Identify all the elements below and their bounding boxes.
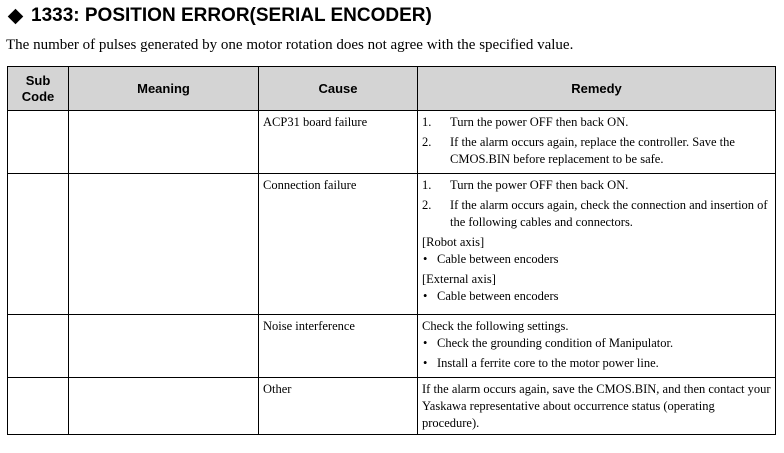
cell-meaning	[69, 378, 259, 435]
bullet-item	[422, 251, 771, 268]
step-text: Turn the power OFF then back ON.	[450, 178, 629, 192]
header-remedy: Remedy	[418, 67, 776, 111]
table-row	[8, 174, 776, 315]
bullet-text: Cable between encoders	[437, 252, 559, 266]
bullet-icon: •	[423, 336, 428, 350]
bullet-text: Install a ferrite core to the motor power line.	[437, 356, 659, 370]
header-sub-code-line2: Code	[21, 88, 55, 104]
cell-remedy	[418, 111, 776, 174]
cell-meaning	[69, 111, 259, 174]
alarm-description: The number of pulses generated by one motor rotation does not agree with the specified value.	[6, 37, 574, 53]
cell-sub-code	[8, 174, 69, 315]
page-title	[6, 3, 432, 29]
alarm-table	[7, 66, 776, 435]
step-text: Turn the power OFF then back ON.	[450, 115, 629, 129]
cell-cause: Noise interference	[259, 315, 418, 378]
bullet-text: Check the grounding condition of Manipulator.	[437, 336, 674, 350]
remedy-step	[422, 134, 771, 168]
bullet-item	[422, 355, 771, 372]
diamond-bullet-icon	[8, 8, 24, 24]
remedy-step	[422, 177, 771, 194]
table-header-row	[8, 67, 776, 111]
remedy-step	[422, 114, 771, 131]
header-sub-code-line1: Sub	[25, 72, 51, 88]
cell-cause: Connection failure	[259, 174, 418, 315]
cell-cause: ACP31 board failure	[259, 111, 418, 174]
table-row	[8, 111, 776, 174]
group-heading-external-axis: [External axis]	[422, 272, 496, 286]
bullet-item	[422, 335, 771, 352]
remedy-step	[422, 197, 771, 231]
step-number: 1.	[422, 178, 432, 192]
group-heading-robot-axis: [Robot axis]	[422, 235, 485, 249]
remedy-intro: Check the following settings.	[422, 319, 569, 333]
bullet-icon: •	[423, 289, 428, 303]
cell-sub-code	[8, 111, 69, 174]
step-text: If the alarm occurs again, check the connection and insertion of the following cables and connectors.	[450, 198, 768, 229]
alarm-title-text: 1333: POSITION ERROR(SERIAL ENCODER)	[31, 5, 432, 26]
header-meaning: Meaning	[69, 67, 259, 111]
cell-remedy	[418, 315, 776, 378]
bullet-icon: •	[423, 356, 428, 370]
step-number: 2.	[422, 135, 432, 149]
cell-meaning	[69, 174, 259, 315]
bullet-text: Cable between encoders	[437, 289, 559, 303]
cell-sub-code	[8, 315, 69, 378]
table-row	[8, 315, 776, 378]
header-sub-code	[8, 67, 69, 111]
cell-sub-code	[8, 378, 69, 435]
step-number: 1.	[422, 115, 432, 129]
cell-cause: Other	[259, 378, 418, 435]
cell-remedy	[418, 174, 776, 315]
bullet-item	[422, 288, 771, 305]
cell-meaning	[69, 315, 259, 378]
step-text: If the alarm occurs again, replace the controller. Save the CMOS.BIN before replacement to be safe.	[450, 135, 735, 166]
cell-remedy: If the alarm occurs again, save the CMOS.BIN, and then contact your Yaskawa representative about occurrence status (operating procedure).	[418, 378, 776, 435]
header-cause: Cause	[259, 67, 418, 111]
bullet-icon: •	[423, 252, 428, 266]
table-row	[8, 378, 776, 435]
step-number: 2.	[422, 198, 432, 212]
